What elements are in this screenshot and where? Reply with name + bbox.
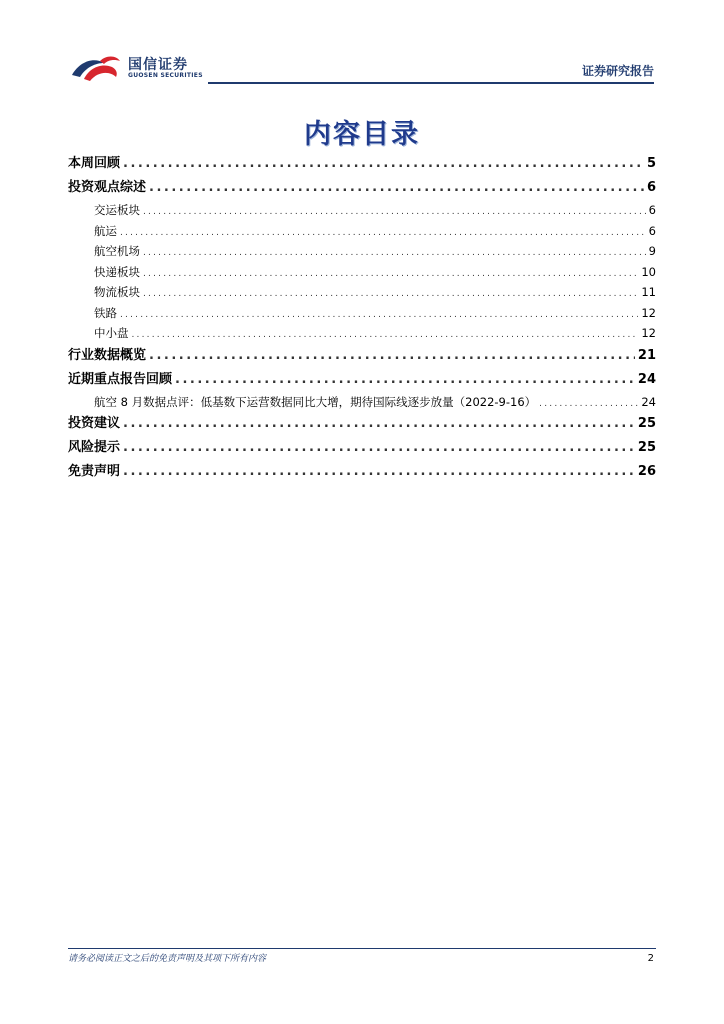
toc-title: 内容目录 <box>304 119 420 150</box>
toc-leader-dots <box>149 344 635 368</box>
toc-entry-page: 6 <box>646 180 656 195</box>
report-type-label: 证券研究报告 <box>581 64 654 78</box>
toc-entry[interactable] <box>68 460 656 484</box>
toc-entry-label: 本周回顾 <box>68 156 121 171</box>
toc-leader-dots <box>143 243 646 264</box>
toc-leader-dots <box>149 176 644 200</box>
toc-entry[interactable] <box>68 412 656 436</box>
toc-leader-dots <box>143 264 638 285</box>
toc-entry[interactable] <box>68 436 656 460</box>
toc-entry-label: 中小盘 <box>94 326 129 340</box>
toc-entry-page: 6 <box>648 223 656 238</box>
toc-entry[interactable] <box>68 152 656 176</box>
toc-leader-dots <box>120 223 646 244</box>
toc-subentry[interactable] <box>68 303 656 324</box>
toc-entry[interactable] <box>68 368 656 392</box>
toc-entry-label: 投资观点综述 <box>68 180 147 195</box>
toc-subentry[interactable] <box>68 241 656 262</box>
toc-subentry[interactable] <box>68 200 656 221</box>
toc-entry-label: 行业数据概览 <box>68 347 147 363</box>
toc-subentry[interactable] <box>68 262 656 283</box>
header-divider <box>208 82 654 84</box>
toc-leader-dots <box>123 412 635 436</box>
toc-entry-page: 12 <box>641 326 656 340</box>
toc-entry-page: 25 <box>637 440 656 455</box>
footer-disclaimer-note: 请务必阅读正文之后的免责声明及其项下所有内容 <box>68 954 267 964</box>
toc-entry-label: 航空 8 月数据点评：低基数下运营数据同比大增，期待国际线逐步放量（2022-9-16） <box>94 394 537 409</box>
toc-entry-label: 航运 <box>94 223 117 238</box>
toc-leader-dots <box>539 394 638 415</box>
toc-subentry[interactable] <box>68 323 656 344</box>
toc-entry-page: 26 <box>637 464 656 479</box>
toc-leader-dots <box>143 202 646 223</box>
toc-entry-label: 近期重点报告回顾 <box>68 371 173 387</box>
toc-entry-page: 11 <box>641 285 656 299</box>
toc-subentry[interactable] <box>68 392 656 413</box>
brand-name-en: GUOSEN SECURITIES <box>128 72 203 79</box>
toc-entry-label: 投资建议 <box>68 416 121 431</box>
toc-entry-page: 24 <box>637 371 656 387</box>
toc-entry-label: 物流板块 <box>94 285 140 299</box>
footer-divider <box>68 948 656 949</box>
toc-entry-label: 免责声明 <box>68 464 121 479</box>
toc-entry-page: 12 <box>641 305 656 320</box>
table-of-contents <box>68 152 656 484</box>
brand-name-cn: 国信证券 <box>128 57 188 73</box>
toc-entry-label: 铁路 <box>94 305 117 320</box>
toc-entry-label: 快递板块 <box>94 264 140 279</box>
toc-entry[interactable] <box>68 344 656 368</box>
toc-entry-page: 25 <box>637 416 656 431</box>
toc-subentry[interactable] <box>68 282 656 303</box>
toc-entry-page: 6 <box>648 203 656 217</box>
page-header <box>0 0 724 90</box>
toc-entry-page: 5 <box>646 156 656 171</box>
toc-leader-dots <box>120 305 638 326</box>
toc-entry-label: 交运板块 <box>94 203 140 217</box>
toc-entry[interactable] <box>68 176 656 200</box>
toc-leader-dots <box>132 325 639 346</box>
toc-entry-page: 10 <box>641 264 656 279</box>
toc-entry-page: 24 <box>641 394 656 409</box>
toc-leader-dots <box>123 460 635 484</box>
toc-entry-label: 航空机场 <box>94 244 140 258</box>
toc-subentry[interactable] <box>68 221 656 242</box>
toc-leader-dots <box>143 284 638 305</box>
toc-entry-label: 风险提示 <box>68 440 121 455</box>
page-number: 2 <box>647 953 654 964</box>
toc-entry-page: 9 <box>648 244 656 258</box>
toc-leader-dots <box>175 368 635 392</box>
toc-leader-dots <box>123 152 644 176</box>
toc-entry-page: 21 <box>637 347 656 363</box>
toc-leader-dots <box>123 436 635 460</box>
guosen-logo-icon <box>70 53 122 85</box>
